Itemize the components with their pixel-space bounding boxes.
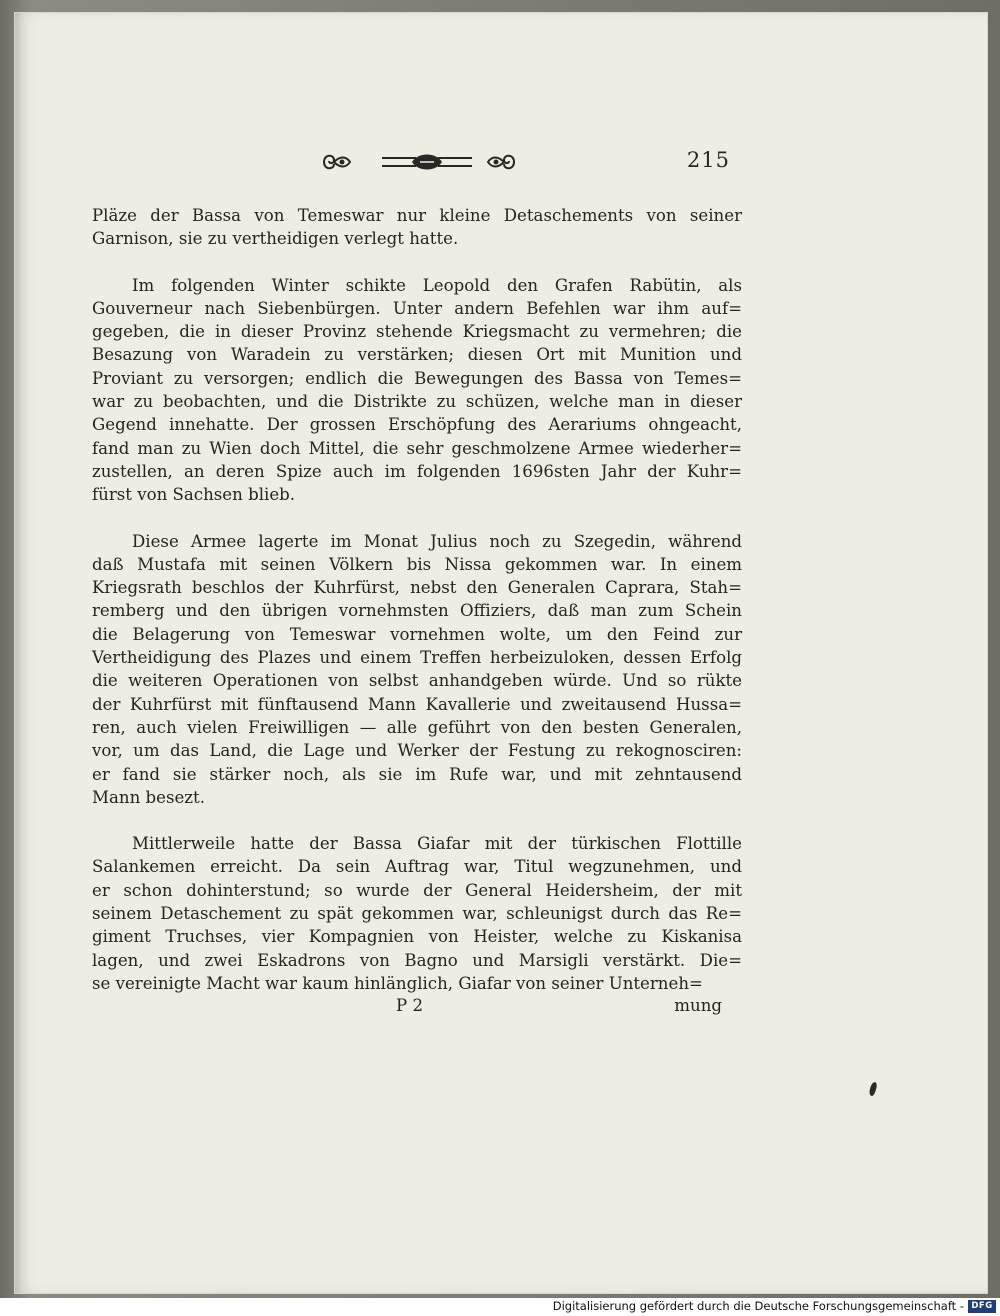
- text-line: die weiteren Operationen von selbst anhandgeben würde. Und so rükte: [92, 671, 742, 691]
- clasped-hands-ornament-icon: [382, 150, 472, 174]
- text-line: se vereinigte Macht war kaum hinlänglich, Giafar von seiner Unterneh=: [92, 973, 703, 993]
- text-line: die Belagerung von Temeswar vornehmen wolte, um den Feind zur: [92, 624, 742, 644]
- text-line: fand man zu Wien doch Mittel, die sehr geschmolzene Armee wiederher=: [92, 438, 742, 458]
- text-line: Mittlerweile hatte der Bassa Giafar mit der türkischen Flottille: [132, 834, 742, 854]
- text-line: Besazung von Waradein zu verstärken; diesen Ort mit Munition und: [92, 345, 742, 365]
- text-line: ren, auch vielen Freiwilligen — alle geführt von den besten Generalen,: [92, 717, 742, 737]
- text-line: daß Mustafa mit seinen Völkern bis Nissa gekommen war. In einem: [92, 554, 742, 574]
- page-number: 215: [686, 148, 730, 172]
- floral-ornament-right-icon: [484, 150, 518, 174]
- text-line: lagen, und zwei Eskadrons von Bagno und Marsigli verstärkt. Die=: [92, 950, 742, 970]
- text-line: Proviant zu versorgen; endlich die Bewegungen des Bassa von Temes=: [92, 368, 742, 388]
- text-line: Vertheidigung des Plazes und einem Treffen herbeizuloken, dessen Erfolg: [92, 648, 742, 668]
- text-line: Diese Armee lagerte im Monat Julius noch zu Szegedin, während: [132, 531, 742, 551]
- paragraph: [92, 204, 742, 251]
- text-line: er fand sie stärker noch, als sie im Rufe war, und mit zehntausend: [92, 764, 742, 784]
- text-line: Im folgenden Winter schikte Leopold den Grafen Rabütin, als: [132, 275, 742, 295]
- signature-mark: P 2: [396, 996, 423, 1015]
- catchword: mung: [674, 996, 722, 1015]
- text-line: Kriegsrath beschlos der Kuhrfürst, nebst den Generalen Caprara, Stah=: [92, 578, 742, 598]
- text-line: zustellen, an deren Spize auch im folgenden 1696sten Jahr der Kuhr=: [92, 461, 742, 481]
- text-line: vor, um das Land, die Lage und Werker der Festung zu rekognosciren:: [92, 741, 742, 761]
- text-line: Mann besezt.: [92, 787, 205, 807]
- page-headline: [92, 142, 742, 182]
- paragraph: [92, 274, 742, 507]
- text-line: Gegend innehatte. Der grossen Erschöpfung des Aerariums ohngeacht,: [92, 415, 742, 435]
- text-line: Gouverneur nach Siebenbürgen. Unter andern Befehlen war ihm auf=: [92, 298, 742, 318]
- page-foot: [92, 996, 742, 1026]
- footer-credit-text: Digitalisierung gefördert durch die Deutsche Forschungsgemeinschaft -: [552, 1299, 964, 1313]
- text-line: war zu beobachten, und die Distrikte zu schüzen, welche man in dieser: [92, 392, 742, 412]
- paragraph: [92, 832, 742, 995]
- text-line: seinem Detaschement zu spät gekommen war, schleunigst durch das Re=: [92, 904, 742, 924]
- digitization-footer: [0, 1298, 1000, 1316]
- page-body: [92, 204, 742, 1018]
- text-line: giment Truchses, vier Kompagnien von Heister, welche zu Kiskanisa: [92, 927, 742, 947]
- paragraph: [92, 530, 742, 810]
- text-line: fürst von Sachsen blieb.: [92, 485, 296, 505]
- text-line: der Kuhrfürst mit fünftausend Mann Kavallerie und zweitausend Hussa=: [92, 694, 742, 714]
- text-line: gegeben, die in dieser Provinz stehende Kriegsmacht zu vermehren; die: [92, 322, 742, 342]
- text-line: Salankemen erreicht. Da sein Auftrag war, Titul wegzunehmen, und: [92, 857, 742, 877]
- dfg-logo-icon: DFG: [968, 1300, 996, 1313]
- text-line: er schon dohinterstund; so wurde der General Heidersheim, der mit: [92, 880, 742, 900]
- text-line: Pläze der Bassa von Temeswar nur kleine Detaschements von seiner: [92, 206, 742, 225]
- floral-ornament-left-icon: [320, 150, 354, 174]
- text-line: Garnison, sie zu vertheidigen verlegt hatte.: [92, 229, 459, 249]
- text-line: remberg und den übrigen vornehmsten Offiziers, daß man zum Schein: [92, 601, 742, 621]
